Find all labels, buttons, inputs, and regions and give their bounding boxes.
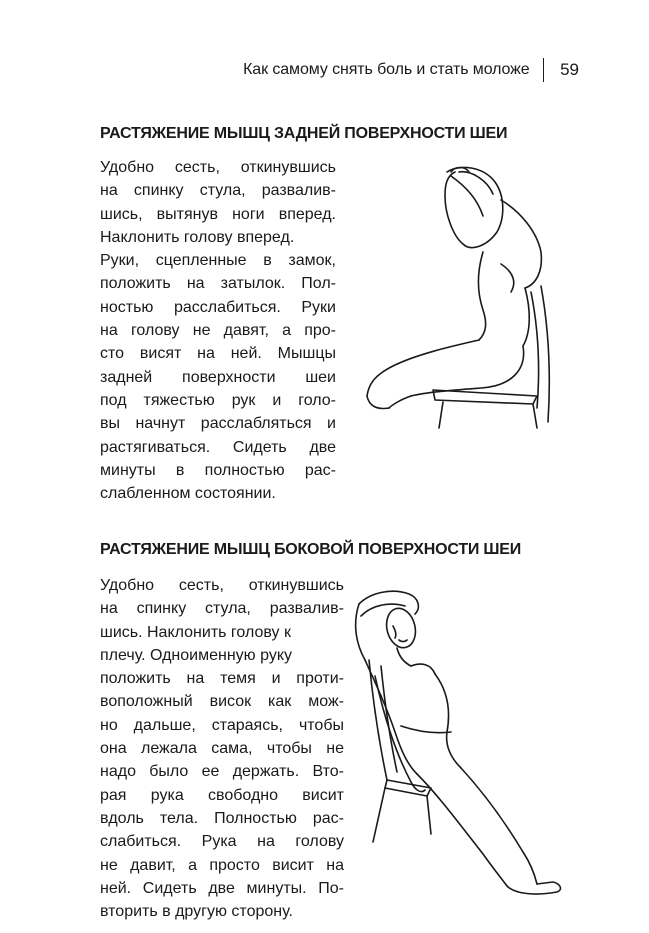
text-line: она лежала сама, чтобы не	[100, 740, 344, 758]
shin	[367, 396, 389, 409]
text-line: ней. Сидеть две минуты. По-	[100, 879, 344, 897]
section-1-heading: РАСТЯЖЕНИЕ МЫШЦ ЗАДНЕЙ ПОВЕРХНОСТИ ШЕИ	[100, 125, 508, 142]
neck	[397, 648, 411, 666]
text-line: надо было ее держать. Вто-	[100, 763, 344, 781]
shoulder-strap	[411, 664, 435, 674]
text-line: шись. Наклонить голову к	[100, 623, 291, 641]
running-header	[243, 58, 579, 82]
text-line: вдоль тела. Полностью рас-	[100, 809, 344, 827]
chair-front-leg	[427, 796, 431, 834]
thigh-top	[367, 340, 479, 396]
text-line: на голову не давят, а про-	[100, 322, 336, 340]
upper-arm	[356, 604, 365, 660]
text-line: но дальше, стараясь, чтобы	[100, 716, 344, 734]
text-line: шись, вытянув ноги вперед.	[100, 205, 336, 223]
text-line: положить на темя и проти-	[100, 670, 344, 688]
text-line: вторить в другую сторону.	[100, 903, 293, 921]
arms-clasped	[445, 167, 503, 247]
knee	[389, 396, 411, 408]
text-line: ностью расслабиться. Руки	[100, 298, 336, 316]
text-line: сто висят на ней. Мышцы	[100, 345, 336, 363]
chair-seat	[433, 390, 537, 404]
text-line: положить на затылок. Пол-	[100, 275, 336, 293]
text-line: Удобно сесть, откинувшись	[100, 159, 336, 176]
text-line: плечу. Одноименную руку	[100, 646, 293, 664]
page-number: 59	[560, 60, 579, 79]
text-line: воположный висок как мож-	[100, 693, 344, 711]
face	[393, 626, 407, 642]
text-line: слабленном состоянии.	[100, 485, 276, 503]
text-line: на спинку стула, развалив-	[100, 182, 336, 200]
text-line: под тяжестью рук и голо-	[100, 391, 336, 409]
running-title: Как самому снять боль и стать моложе	[243, 61, 530, 78]
section-2-heading: РАСТЯЖЕНИЕ МЫШЦ БОКОВОЙ ПОВЕРХНОСТИ ШЕИ	[100, 541, 522, 558]
text-line: минуты в полностью рас-	[100, 461, 336, 479]
torso-back	[365, 660, 417, 774]
text-line: растягиваться. Сидеть две	[100, 438, 336, 456]
raised-arm-inner	[361, 604, 405, 616]
waist	[523, 288, 529, 346]
chair-rear-leg	[373, 788, 385, 842]
text-line: задней поверхности шеи	[100, 368, 336, 386]
chair-back	[369, 660, 387, 780]
header-divider	[543, 58, 545, 82]
torso-front	[435, 674, 461, 768]
chest-line	[479, 252, 486, 340]
back-line	[501, 200, 541, 288]
section-2-text	[100, 574, 344, 923]
head	[383, 605, 420, 651]
text-line: вы начнут расслабляться и	[100, 415, 336, 433]
text-line: не давит, а просто висит на	[100, 856, 344, 874]
section-1-text	[100, 156, 336, 505]
top-hem	[401, 726, 451, 733]
illustration-neck-back-stretch	[355, 160, 570, 435]
feet	[507, 882, 560, 894]
text-line: Удобно сесть, откинувшись	[100, 577, 344, 594]
chair-front-leg	[439, 402, 443, 428]
illustration-neck-side-stretch	[335, 582, 575, 907]
chair-back-inner	[531, 292, 539, 408]
text-line: слабиться. Рука на голову	[100, 833, 344, 851]
text-line: Руки, сцепленные в замок,	[100, 252, 336, 270]
text-line: рая рука свободно висит	[100, 786, 344, 804]
leg-top	[461, 768, 537, 884]
breast	[501, 264, 514, 292]
text-line: Наклонить голову вперед.	[100, 228, 295, 246]
forearm	[451, 176, 483, 216]
chair-back	[541, 286, 549, 422]
chair-back-inner	[381, 666, 397, 772]
text-line: на спинку стула, развалив-	[100, 600, 344, 618]
